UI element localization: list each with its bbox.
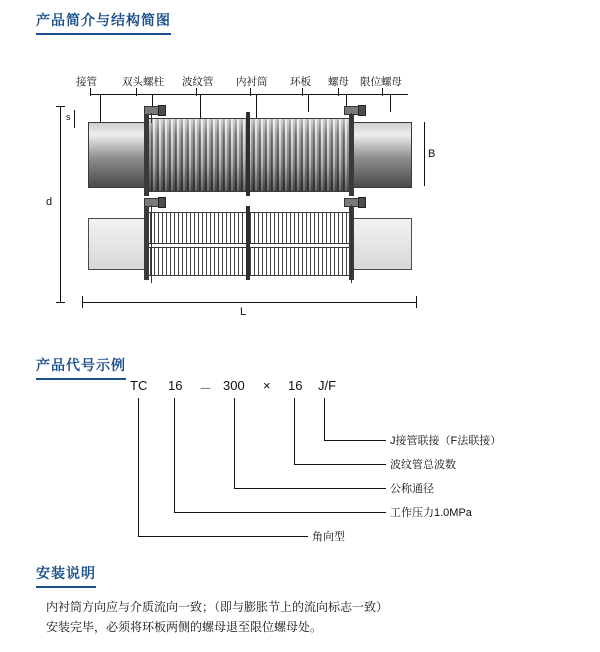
code-token-connection: J/F	[318, 378, 337, 393]
leader-drop-ring-plate	[308, 94, 309, 112]
section-title-code	[36, 355, 126, 375]
nut-top-left	[158, 105, 166, 116]
leader-h-waves	[294, 464, 386, 465]
callout-label-connector: 接管	[76, 76, 97, 88]
ring-plate-left	[144, 112, 149, 196]
tie-rod-top-right	[351, 113, 352, 123]
leader-bellows	[196, 88, 197, 96]
section-title-install	[36, 563, 96, 583]
install-note-1: 内衬筒方向应与介质流向一致；（即与膨胀节上的流向标志一致）	[46, 600, 389, 614]
dimension-tick-L-left	[82, 296, 83, 308]
nut-top-right	[358, 105, 366, 116]
leader-h-diameter	[234, 488, 386, 489]
model-code-diagram	[60, 378, 540, 543]
title-underline	[36, 33, 171, 35]
install-note-2: 安装完毕，必须将环板两侧的螺母退至限位螺母处。	[46, 620, 323, 634]
code-token-series: TC	[130, 378, 148, 393]
note-diameter: 公称通径	[390, 483, 434, 495]
leader-h-series	[138, 536, 308, 537]
dimension-label-d: d	[46, 196, 53, 208]
dimension-line-s	[74, 110, 75, 128]
leader-ring-plate	[302, 88, 303, 96]
dimension-line-B	[424, 122, 425, 186]
leader-h-pressure	[174, 512, 386, 513]
note-waves: 波纹管总波数	[390, 459, 456, 471]
code-token-diameter: 300	[223, 378, 245, 393]
dimension-label-L: L	[240, 306, 247, 318]
liner-mid-plate	[246, 112, 250, 196]
tie-rod-top-left	[151, 113, 152, 123]
ring-plate-left-bottom	[144, 206, 149, 280]
dimension-line-d	[60, 106, 61, 302]
leader-double-head-stud	[136, 88, 137, 96]
note-series: 角向型	[312, 531, 345, 543]
code-token-pressure: 16	[168, 378, 183, 393]
connector-right	[352, 122, 412, 188]
leader-drop-connector	[100, 94, 101, 122]
leader-limit-nut	[382, 88, 383, 96]
leader-v-series	[138, 398, 139, 536]
section-title-structure	[36, 10, 171, 30]
note-pressure: 工作压力1.0MPa	[390, 507, 472, 519]
nut-bottom-left	[158, 197, 166, 208]
leader-v-diameter	[234, 398, 235, 488]
callout-label-nut: 螺母	[328, 76, 349, 88]
note-connection: J接管联接（F法联接）	[390, 435, 502, 447]
dimension-tick-L-right	[416, 296, 417, 308]
leader-nut	[338, 88, 339, 96]
dimension-tick-d-bottom	[56, 302, 65, 303]
liner-mid-plate-bottom	[246, 206, 250, 280]
section-title-structure-text: 产品简介与结构简图	[36, 12, 171, 28]
callout-label-double-head-stud: 双头螺柱	[122, 76, 164, 88]
title-underline-3	[36, 586, 96, 588]
code-token-waves: 16	[288, 378, 303, 393]
dimension-tick-d-top	[56, 106, 65, 107]
install-notes	[46, 597, 566, 637]
code-token-times: ×	[263, 378, 271, 393]
leader-liner	[250, 88, 251, 96]
leader-v-waves	[294, 398, 295, 464]
callout-label-ring-plate: 环板	[290, 76, 311, 88]
leader-connector	[90, 88, 91, 96]
code-token-dash: －	[199, 381, 213, 396]
connector-left-bottom	[88, 218, 148, 270]
section-title-code-text: 产品代号示例	[36, 357, 126, 373]
connector-right-bottom	[352, 218, 412, 270]
structure-diagram	[46, 66, 530, 318]
dimension-line-L	[82, 302, 416, 303]
leader-v-pressure	[174, 398, 175, 512]
leader-h-connection	[324, 440, 386, 441]
leader-v-connection	[324, 398, 325, 440]
section-title-install-text: 安装说明	[36, 565, 96, 581]
callout-label-limit-nut: 限位螺母	[360, 76, 402, 88]
callout-rail	[90, 94, 408, 95]
callout-label-liner: 内衬筒	[236, 76, 268, 88]
dimension-label-s: s	[66, 112, 71, 122]
tie-rod-bottom-left	[151, 205, 152, 283]
leader-drop-limit-nut	[390, 94, 391, 112]
callout-label-bellows: 波纹管	[182, 76, 214, 88]
dimension-label-B: B	[428, 148, 436, 160]
ring-plate-right	[349, 112, 354, 196]
connector-left	[88, 122, 148, 188]
tie-rod-bottom-right	[351, 205, 352, 283]
nut-bottom-right	[358, 197, 366, 208]
